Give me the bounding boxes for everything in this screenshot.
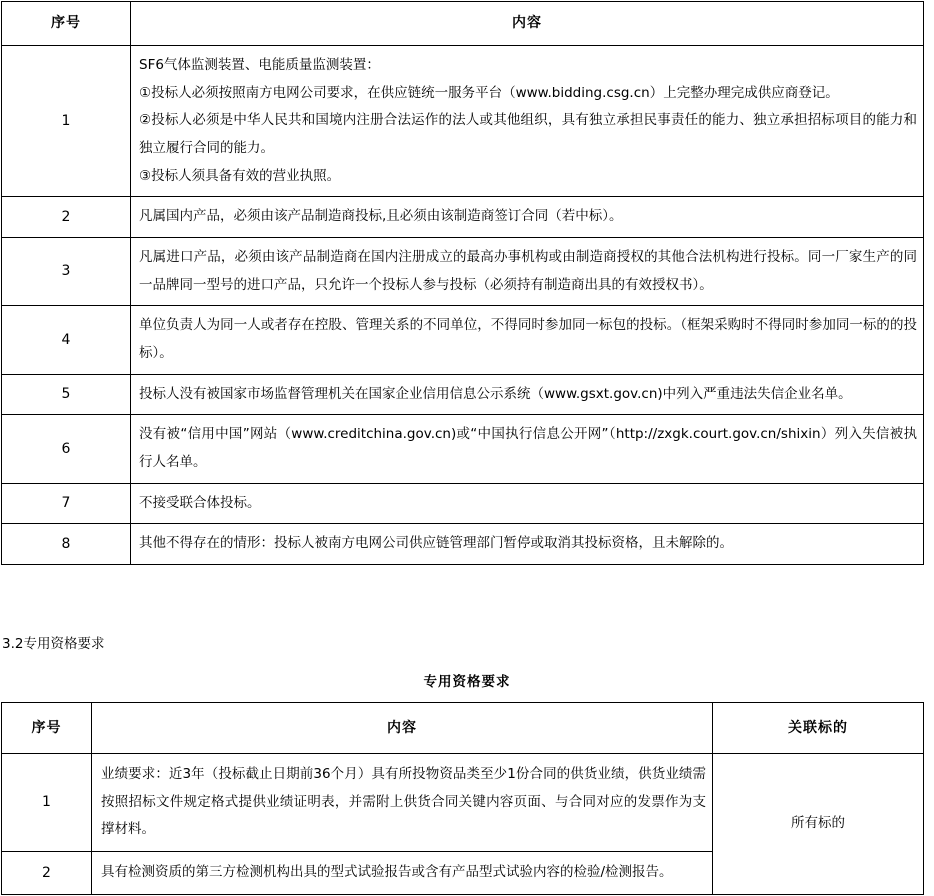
- content-paragraph: ②投标人必须是中华人民共和国境内注册合法运作的法人或其他组织，具有独立承担民事责任的能力、独立承担招标项目的能力和独立履行合同的能力。: [139, 112, 917, 157]
- row-content: [131, 197, 924, 238]
- row-number: 8: [2, 524, 131, 565]
- special-qualification-table: [1, 702, 924, 895]
- column-header-target: 关联标的: [713, 703, 924, 754]
- row-content: [131, 415, 924, 483]
- row-number: 2: [2, 197, 131, 238]
- content-paragraph: 业绩要求：近3年（投标截止日期前36个月）具有所投物资品类至少1份合同的供货业绩，供货业绩需按照招标文件规定格式提供业绩证明表，并需附上供货合同关键内容页面、与合同对应的发票作为支撑材料。: [101, 766, 706, 838]
- row-number: 4: [2, 306, 131, 374]
- row-number: 2: [2, 852, 92, 895]
- content-paragraph: ①投标人必须按照南方电网公司要求，在供应链统一服务平台（www.bidding.csg.cn）上完整办理完成供应商登记。: [139, 84, 839, 101]
- column-header-no: 序号: [2, 2, 131, 46]
- column-header-content: 内容: [92, 703, 713, 754]
- row-number: 6: [2, 415, 131, 483]
- table-row: [2, 415, 924, 483]
- table-row: [2, 524, 924, 565]
- table-row: [2, 374, 924, 415]
- content-paragraph: 凡属进口产品，必须由该产品制造商在国内注册成立的最高办事机构或由制造商授权的其他合法机构进行投标。同一厂家生产的同一品牌同一型号的进口产品，只允许一个投标人参与投标（必须持有制造商出具的有效授权书）。: [139, 249, 917, 293]
- table-row: [2, 197, 924, 238]
- row-content: [131, 46, 924, 197]
- row-content: [131, 238, 924, 306]
- table-row: [2, 306, 924, 374]
- table-caption: 专用资格要求: [423, 674, 511, 690]
- table-header-row: [2, 703, 924, 754]
- content-paragraph: 凡属国内产品，必须由该产品制造商投标,且必须由该制造商签订合同（若中标）。: [139, 208, 623, 225]
- row-content: [92, 754, 713, 852]
- row-content: [92, 852, 713, 895]
- table-row: [2, 483, 924, 524]
- content-paragraph: SF6气体监测装置、电能质量监测装置：: [139, 57, 380, 73]
- content-paragraph: 投标人没有被国家市场监督管理机关在国家企业信用信息公示系统（www.gsxt.gov.cn)中列入严重违法失信企业名单。: [139, 385, 852, 402]
- row-number: 1: [2, 46, 131, 197]
- content-paragraph: 单位负责人为同一人或者存在控股、管理关系的不同单位，不得同时参加同一标包的投标。（框架采购时不得同时参加同一标的的投标）。: [139, 317, 917, 362]
- content-paragraph: 具有检测资质的第三方检测机构出具的型式试验报告或含有产品型式试验内容的检验/检测报告。: [101, 864, 673, 881]
- row-number: 5: [2, 374, 131, 415]
- content-paragraph: 不接受联合体投标。: [139, 494, 261, 511]
- table-row: [2, 238, 924, 306]
- row-content: [131, 483, 924, 524]
- content-paragraph: 没有被“信用中国”网站（www.creditchina.gov.cn)或“中国执行信息公开网”（http://zxgk.court.gov.cn/shixin）列入失信被执行人名单。: [139, 426, 917, 471]
- table-header-row: [2, 2, 924, 46]
- content-paragraph: 其他不得存在的情形：投标人被南方电网公司供应链管理部门暂停或取消其投标资格，且未解除的。: [139, 535, 733, 552]
- general-qualification-table: [1, 1, 924, 565]
- row-content: [131, 374, 924, 415]
- content-paragraph: ③投标人须具备有效的营业执照。: [139, 167, 341, 184]
- row-number: 3: [2, 238, 131, 306]
- column-header-no: 序号: [2, 703, 92, 754]
- row-number: 7: [2, 483, 131, 524]
- row-content: [131, 306, 924, 374]
- row-number: 1: [2, 754, 92, 852]
- row-content: [131, 524, 924, 565]
- table-row: [2, 754, 924, 852]
- table-row: [2, 46, 924, 197]
- section-label: 3.2专用资格要求: [2, 636, 105, 652]
- column-header-content: 内容: [131, 2, 924, 46]
- related-target-value: 所有标的: [713, 754, 924, 895]
